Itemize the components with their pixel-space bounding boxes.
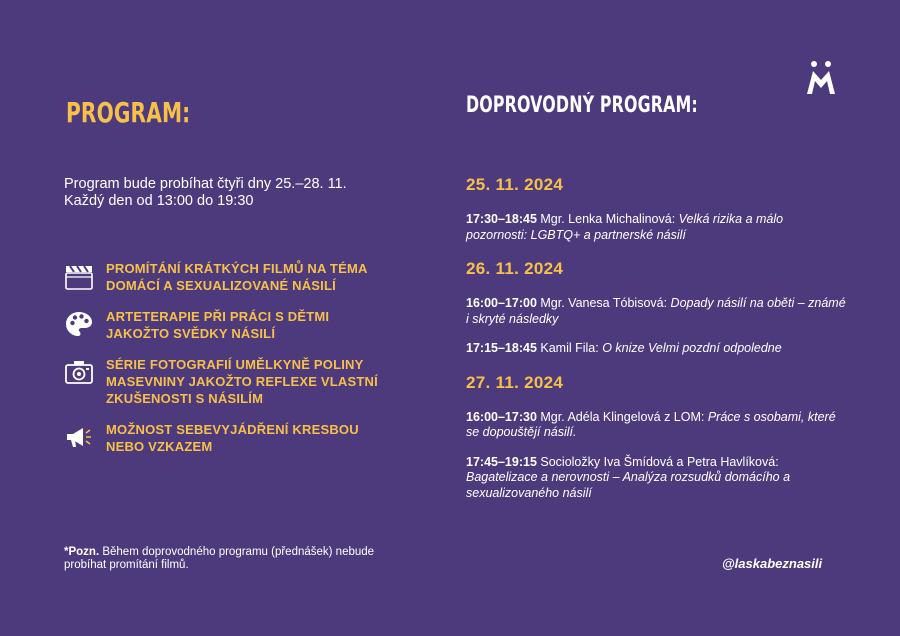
talk-time: 16:00–17:30 (466, 409, 537, 424)
palette-icon (64, 309, 94, 339)
talk-item (466, 212, 846, 243)
talk-time: 17:15–18:45 (466, 341, 537, 355)
talk-time: 17:45–19:15 (466, 454, 537, 469)
talk-item (466, 296, 846, 327)
day-date: 25. 11. 2024 (466, 175, 564, 194)
talk-title: Práce s osobami, které se dopouštějí násilí. (466, 409, 836, 439)
talk-title: Bagatelizace a nerovnosti – Analýza rozsudků domácího a sexualizovaného násilí (466, 470, 791, 500)
logo-icon (804, 60, 838, 96)
talk-item (466, 410, 846, 441)
talk-item (466, 455, 846, 502)
lecture-schedule (466, 175, 846, 517)
megaphone-icon (64, 422, 94, 452)
program-heading: PROGRAM: (66, 96, 191, 129)
activity-item (64, 260, 394, 294)
day-date: 27. 11. 2024 (466, 372, 564, 392)
clapperboard-icon (64, 261, 94, 291)
talk-time: 16:00–17:00 (466, 296, 537, 310)
intro-dates: Program bude probíhat čtyři dny 25.–28. 11. (64, 176, 347, 192)
activity-text: MOŽNOST SEBEVYJÁDŘENÍ KRESBOU NEBO VZKAZEM (106, 422, 359, 454)
program-intro (64, 176, 347, 210)
activity-item (64, 356, 394, 407)
schedule-day (466, 259, 846, 357)
schedule-day (466, 175, 846, 243)
talk-speaker: Kamil Fila: (536, 341, 603, 355)
talk-item (466, 341, 846, 357)
activity-text: ARTETERAPIE PŘI PRÁCI S DĚTMI JAKOŽTO SVĚDKY NÁSILÍ (106, 309, 330, 341)
talk-speaker: Mgr. Lenka Michalinová: (536, 212, 679, 226)
footnote-text: Během doprovodného programu (přednášek) nebude probíhat promítání filmů. (64, 546, 375, 571)
talk-speaker: Socioložky Iva Šmídová a Petra Havlíková: (536, 454, 779, 469)
intro-hours: Každý den od 13:00 do 19:30 (64, 193, 254, 209)
talk-title: O knize Velmi pozdní odpoledne (602, 341, 782, 355)
talk-title: Velká rizika a málo pozornosti: LGBTQ+ a partnerské násilí (466, 212, 784, 242)
social-handle: @laskabeznasili (722, 556, 823, 571)
footnote-prefix: *Pozn. (64, 546, 100, 558)
supporting-program-heading: DOPROVODNÝ PROGRAM: (466, 93, 698, 118)
talk-speaker: Mgr. Vanesa Tóbisová: (536, 296, 671, 310)
day-date: 26. 11. 2024 (466, 259, 564, 278)
talk-time: 17:30–18:45 (466, 212, 537, 226)
footnote (64, 546, 404, 572)
schedule-day (466, 373, 846, 502)
talk-speaker: Mgr. Adéla Klingelová z LOM: (536, 409, 708, 424)
talk-title: Dopady násilí na oběti – známé i skryté následky (466, 296, 846, 326)
activity-item (64, 421, 394, 455)
activity-text: SÉRIE FOTOGRAFIÍ UMĚLKYNĚ POLINY MASEVNINY JAKOŽTO REFLEXE VLASTNÍ ZKUŠENOSTI S NÁSILÍM (106, 357, 378, 406)
activity-list (64, 260, 394, 469)
camera-icon (64, 357, 94, 387)
activity-text: PROMÍTÁNÍ KRÁTKÝCH FILMŮ NA TÉMA DOMÁCÍ A SEXUALIZOVANÉ NÁSILÍ (106, 261, 368, 293)
activity-item (64, 308, 394, 342)
